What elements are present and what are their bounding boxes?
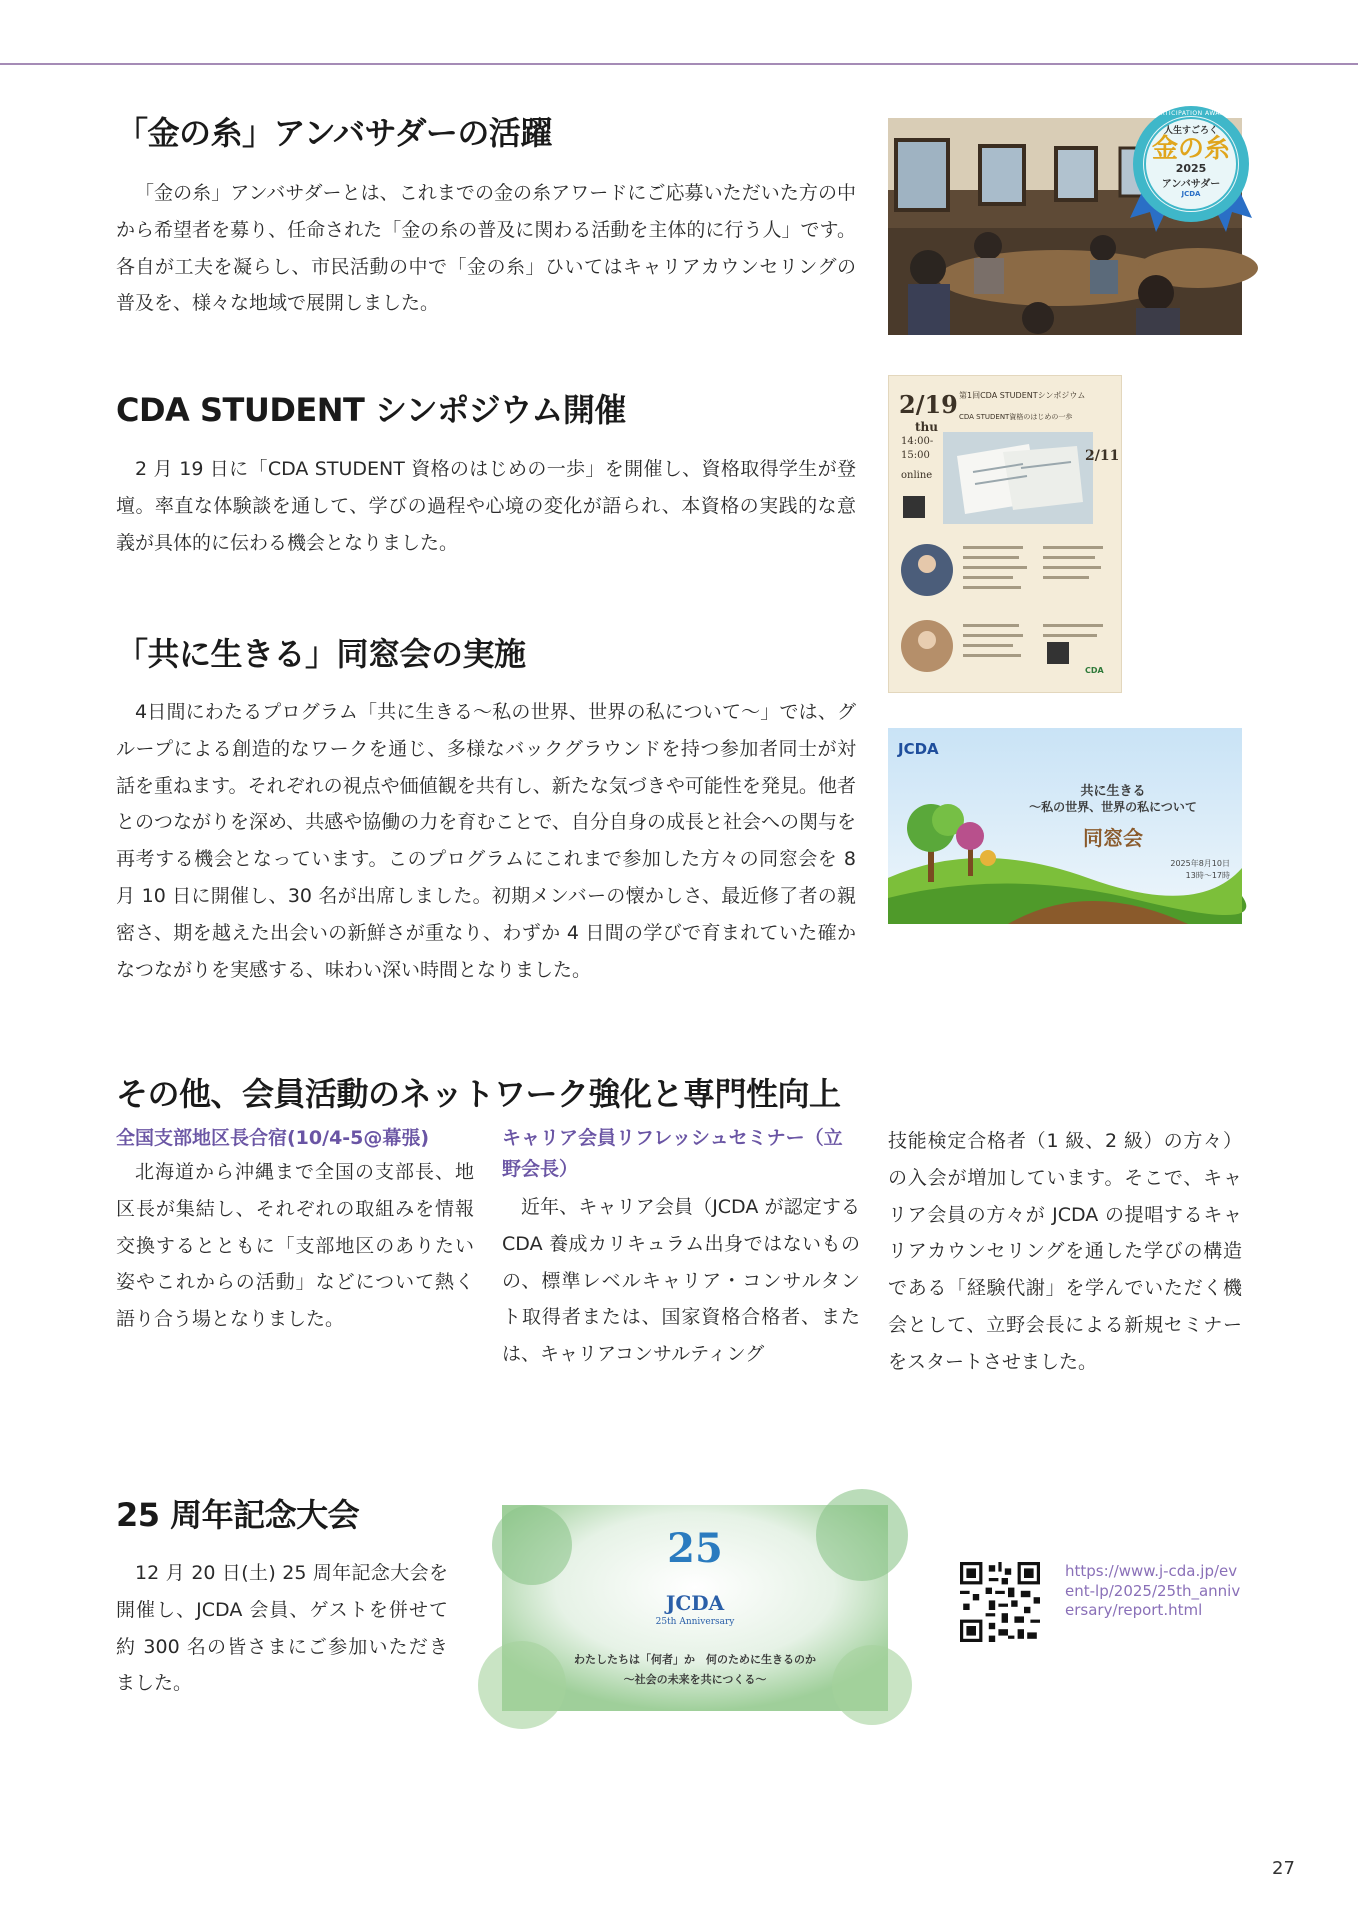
network-col2-subhead: キャリア会員リフレッシュセミナー（立野会長）: [502, 1127, 843, 1180]
reunion-banner-line2: ～私の世界、世界の私について: [1029, 800, 1197, 814]
flyer-logo: CDA: [1085, 666, 1104, 675]
anniversary-report-link[interactable]: https://www.j-cda.jp/event-lp/2025/25th_anniversary/report.html: [1065, 1562, 1241, 1619]
top-rule: [0, 63, 1358, 65]
reunion-body: 4日間にわたるプログラム「共に生きる～私の世界、世界の私について～」では、グループによる創造的なワークを通じ、多様なバックグラウンドを持つ参加者同士が対話を重ねます。それぞれの視点や価値観を共有し、新たな気づきや可能性を発見。他者とのつながりを深め、共感や協働の力を育むことで、自分自身の成長と社会への関与を再考する機会となっています。このプログラムにこれまで参加した方々の同窓会を 8 月 10 日に開催し、30 名が出席しました。初期メンバーの懐かしさ、最近修了者の親密さ、期を越えた出会いの新鮮さが重なり、わずか 4 日間の学びで育まれていた確かなつながりを実感する、味わい深い時間となりました。: [116, 701, 856, 981]
qr-code-icon[interactable]: [960, 1562, 1040, 1642]
flyer-time-start: 14:00-: [901, 436, 934, 447]
flyer-date: 2/19: [899, 390, 958, 419]
reunion-banner-line3: 同窓会: [1083, 826, 1143, 850]
badge-logo: JCDA: [1181, 190, 1201, 198]
anniversary-line1: わたしたちは「何者」か 何のために生きるのか: [574, 1653, 816, 1666]
reunion-banner-time: 13時～17時: [1185, 871, 1230, 880]
anniversary-line2: ～社会の未来を共につくる～: [623, 1673, 767, 1686]
symposium-title: CDA STUDENT シンポジウム開催: [116, 391, 626, 429]
badge-line2: 金の糸: [1151, 134, 1230, 164]
flyer-time-end: 15:00: [901, 450, 930, 461]
flyer-online: online: [901, 470, 933, 481]
badge-year: 2025: [1175, 162, 1207, 175]
reunion-banner-line1: 共に生きる: [1080, 784, 1146, 799]
ambassador-body: 「金の糸」アンバサダーとは、これまでの金の糸アワードにご応募いただいた方の中から希望者を募り、任命された「金の糸の普及に関わる活動を主体的に行う人」です。各自が工夫を凝らし、市民活動の中で「金の糸」ひいてはキャリアカウンセリングの普及を、様々な地域で展開しました。: [116, 182, 856, 315]
anniversary-logo: JCDA: [665, 1591, 725, 1615]
flyer-day: thu: [915, 420, 938, 434]
network-col1-subhead: 全国支部地区長合宿(10/4-5@幕張): [116, 1127, 430, 1149]
reunion-banner: [888, 728, 1242, 924]
network-col3-body: 技能検定合格者（1 級、2 級）の方々）の入会が増加しています。そこで、キャリア会員の方々が JCDA の提唱するキャリアカウンセリングを通した学びの構造である「経験代謝」を学んでいただく機会として、立野会長による新規セミナーをスタートさせました。: [888, 1130, 1242, 1373]
ambassador-title: 「金の糸」アンバサダーの活躍: [116, 114, 552, 152]
anniversary-banner: [502, 1505, 888, 1711]
badge-line1: 人生すごろく: [1163, 126, 1218, 136]
network-col2-body: 近年、キャリア会員（JCDA が認定する CDA 養成カリキュラム出身ではないものの、標準レベルキャリア・コンサルタント取得者または、国家資格合格者、または、キャリアコンサルティング: [502, 1196, 860, 1366]
page-number: 27: [1272, 1858, 1295, 1879]
badge-line3: アンバサダー: [1161, 179, 1221, 190]
flyer-deadline: 2/11: [1085, 448, 1120, 464]
network-column-2: [502, 1123, 860, 1373]
reunion-banner-logo: JCDA: [898, 740, 939, 758]
flyer-speaker-photos: [897, 542, 957, 684]
flyer-book-photo: [943, 432, 1093, 524]
ambassador-photo: [888, 110, 1242, 335]
flyer-subtitle: CDA STUDENT資格のはじめの一歩: [959, 413, 1073, 421]
anniversary-title: 25 周年記念大会: [116, 1496, 360, 1534]
network-column-3: [888, 1123, 1242, 1381]
network-col1-body: 北海道から沖縄まで全国の支部長、地区長が集結し、それぞれの取組みを情報交換するとともに「支部地区のありたい姿やこれからの活動」などについて熱く語り合う場となりました。: [116, 1161, 474, 1331]
symposium-body: 2 月 19 日に「CDA STUDENT 資格のはじめの一歩」を開催し、資格取得学生が登壇。率直な体験談を通して、学びの過程や心境の変化が語られ、本資格の実践的な意義が具体的に伝わる機会となりました。: [116, 458, 856, 554]
flyer-heading: 第1回CDA STUDENTシンポジウム: [959, 391, 1086, 400]
badge-arc-text: PARTICIPATION AWARD: [1152, 110, 1230, 117]
reunion-title: 「共に生きる」同窓会の実施: [116, 635, 526, 673]
anniversary-sub: 25th Anniversary: [655, 1617, 735, 1627]
network-title: その他、会員活動のネットワーク強化と専門性向上: [116, 1075, 841, 1113]
flyer-qr-icon: [903, 496, 925, 518]
symposium-flyer: [888, 375, 1122, 693]
anniversary-body: 12 月 20 日(土) 25 周年記念大会を開催し、JCDA 会員、ゲストを併せて約 300 名の皆さまにご参加いただきました。: [116, 1562, 448, 1695]
anniversary-number: 25: [667, 1525, 723, 1572]
flyer-text-lines: [963, 546, 1113, 676]
reunion-banner-date: 2025年8月10日: [1170, 859, 1230, 868]
network-column-1: [116, 1123, 474, 1338]
